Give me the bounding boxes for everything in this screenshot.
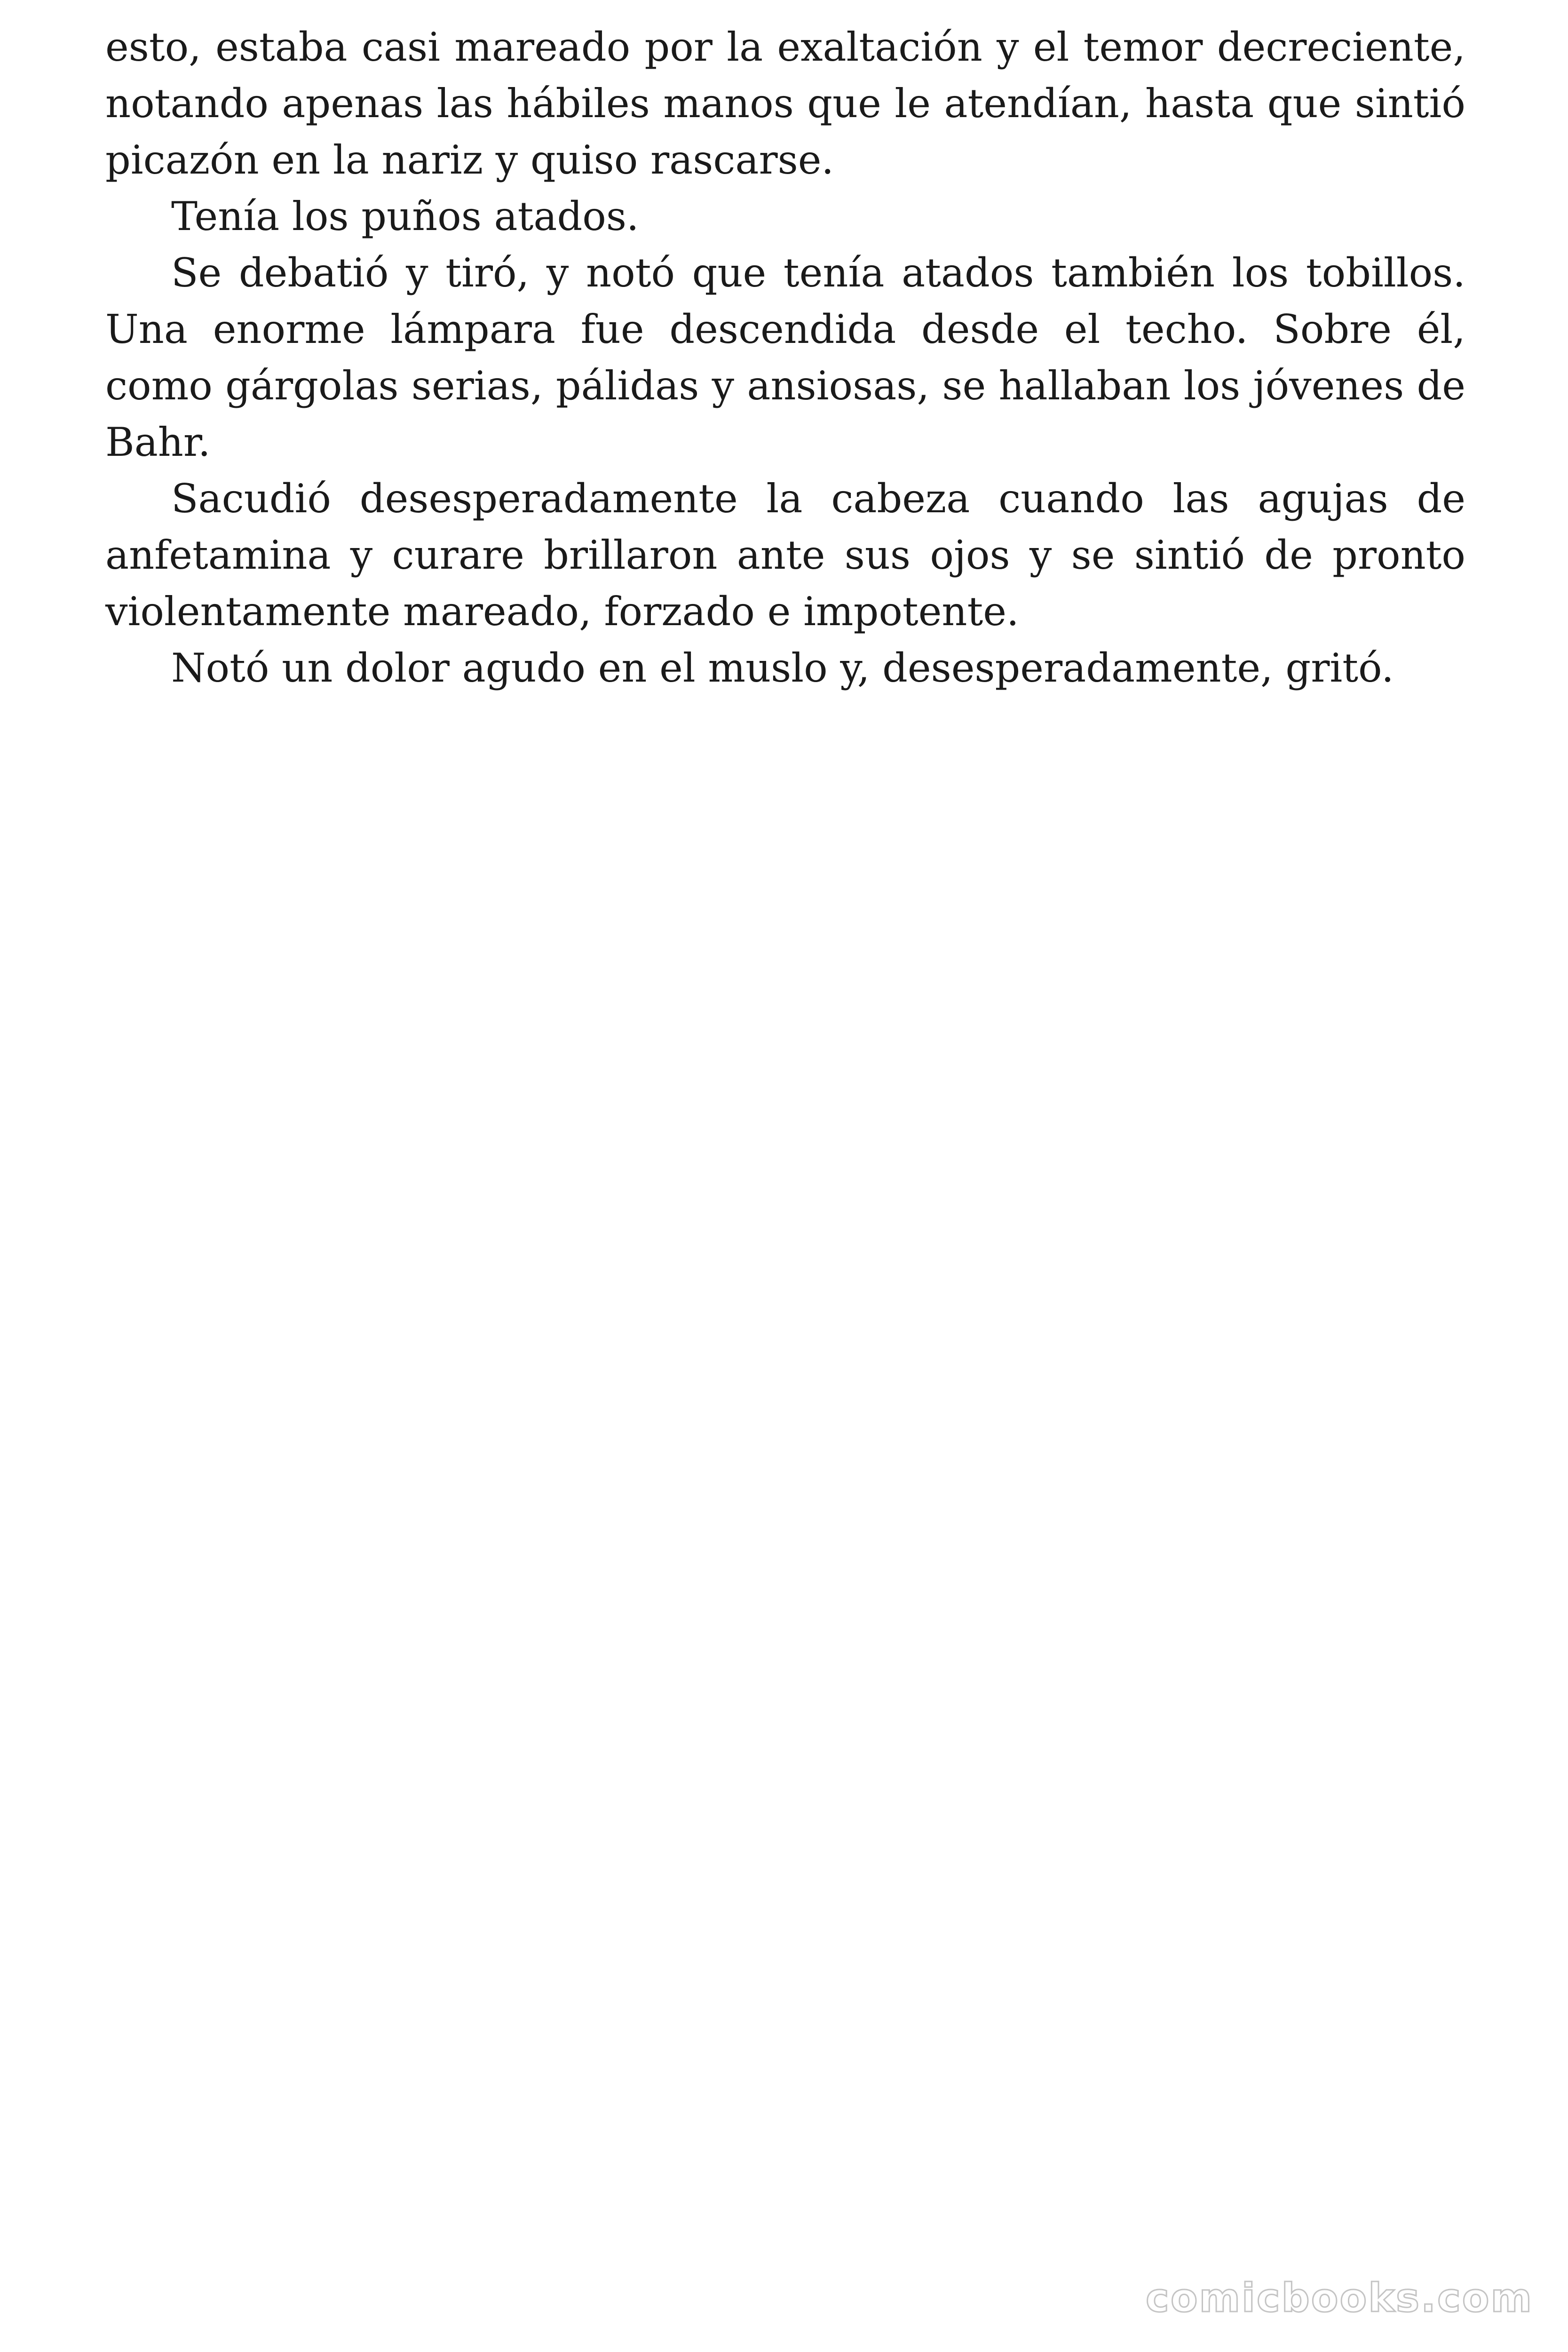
paragraph-1: esto, estaba casi mareado por la exaltación y el temor decreciente, notando apenas las hábiles manos que le atendían, hasta que sintió picazón en la nariz y quiso rascarse.: [105, 24, 1465, 183]
text-body: [105, 19, 1465, 696]
paragraph-2: Tenía los puños atados.: [171, 193, 639, 239]
paragraph-5: Notó un dolor agudo en el muslo y, desesperadamente, gritó.: [171, 645, 1394, 691]
paragraph-4: Sacudió desesperadamente la cabeza cuando las agujas de anfetamina y curare brillaron ante sus ojos y se sintió de pronto violentamente mareado, forzado e impotente.: [105, 476, 1465, 635]
watermark: comicbooks.com: [1146, 2275, 1533, 2321]
paragraph-3: Se debatió y tiró, y notó que tenía atados también los tobillos. Una enorme lámpara fue descendida desde el techo. Sobre él, como gárgolas serias, pálidas y ansiosas, se hallaban los jóvenes de Bahr.: [105, 250, 1465, 465]
